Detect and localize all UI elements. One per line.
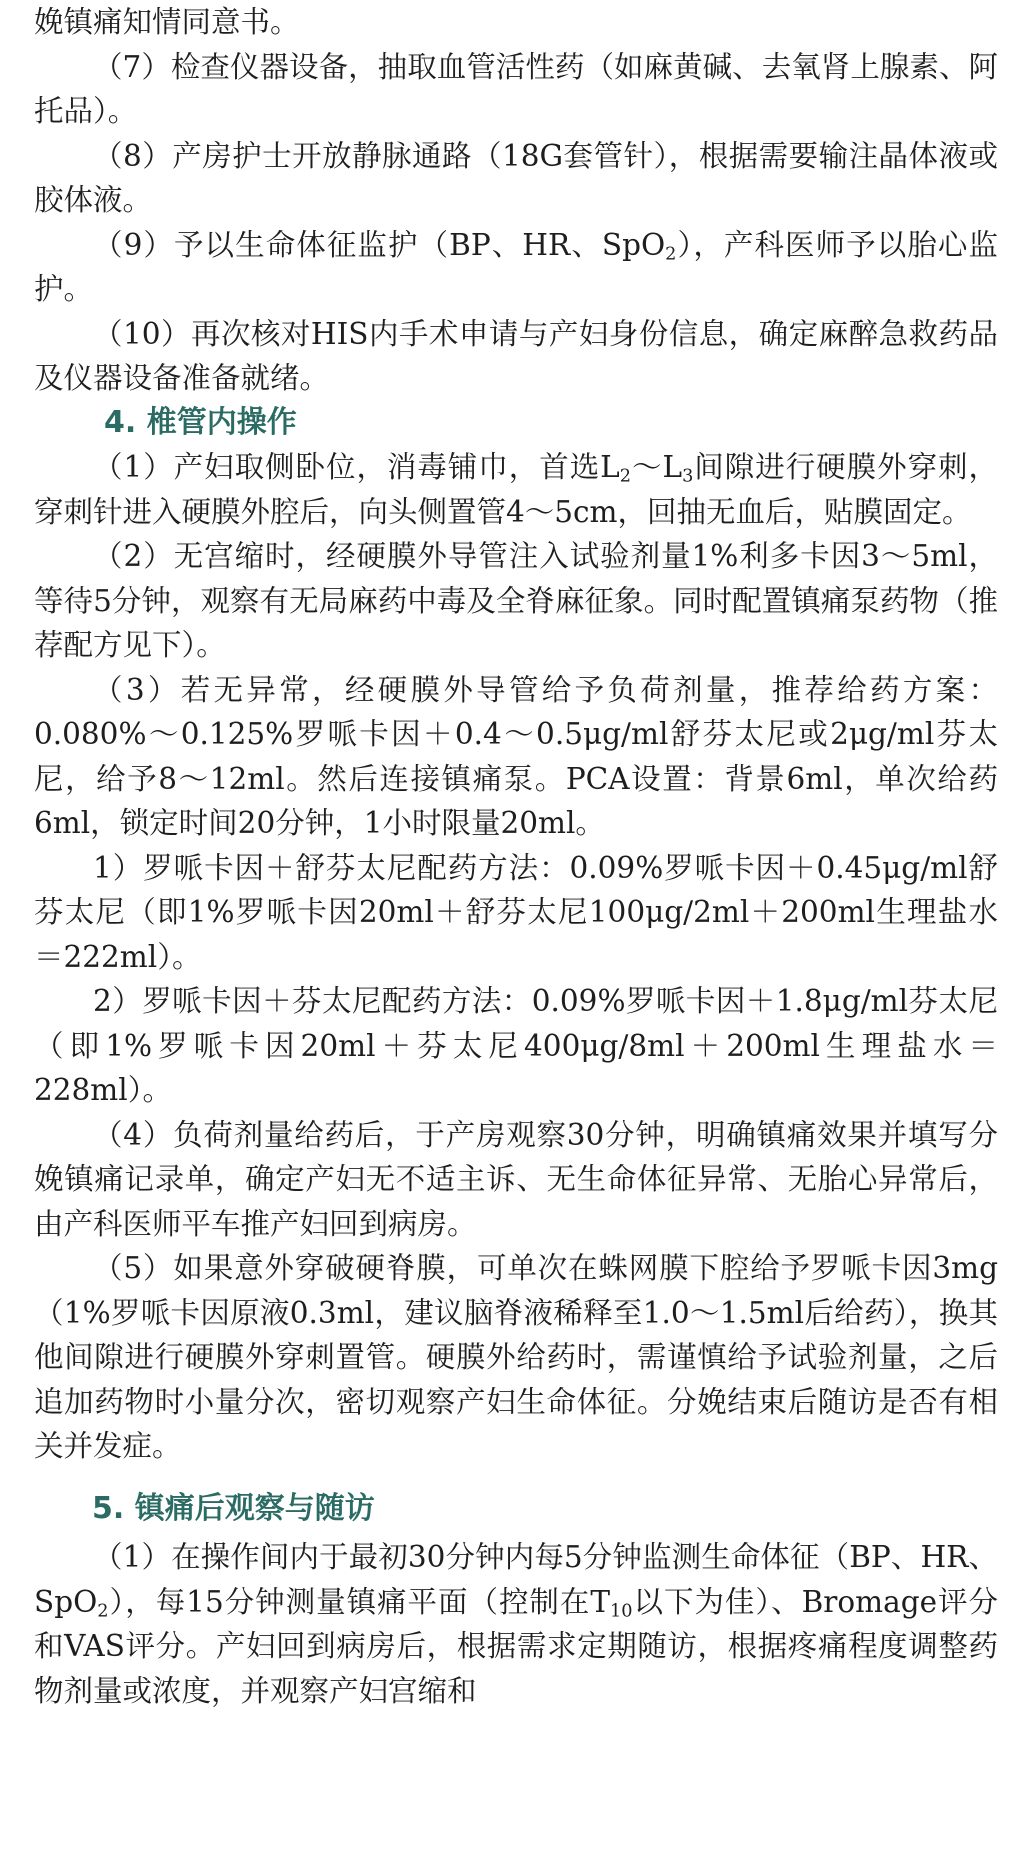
paragraph-followup-1 — [34, 1535, 998, 1713]
paragraph-consent-tail: 娩镇痛知情同意书。 — [34, 5, 300, 39]
subscript: 3 — [682, 466, 694, 487]
paragraph-op-5: （5）如果意外穿破硬脊膜，可单次在蛛网膜下腔给予罗哌卡因3mg（1%罗哌卡因原液0.3ml，建议脑脊液稀释至1.0～1.5ml后给药），换其他间隙进行硬膜外穿刺置管。硬膜外给药时，需谨慎给予试验剂量，之后追加药物时小量分次，密切观察产妇生命体征。分娩结束后随访是否有相关并发症。 — [34, 1251, 998, 1463]
paragraph-op-3-recipe-2: 2）罗哌卡因＋芬太尼配药方法：0.09%罗哌卡因＋1.8μg/ml芬太尼（即1%罗哌卡因20ml＋芬太尼400μg/8ml＋200ml生理盐水＝228ml）。 — [34, 984, 998, 1107]
text-segment: （1）产妇取侧卧位，消毒铺巾，首选L — [93, 450, 620, 484]
paragraph-op-2: （2）无宫缩时，经硬膜外导管注入试验剂量1%利多卡因3～5ml，等待5分钟，观察有无局麻药中毒及全脊麻征象。同时配置镇痛泵药物（推荐配方见下）。 — [34, 539, 998, 662]
paragraph-op-3: （3）若无异常，经硬膜外导管给予负荷剂量，推荐给药方案：0.080%～0.125%罗哌卡因＋0.4～0.5μg/ml舒芬太尼或2μg/ml芬太尼，给予8～12ml。然后连接镇痛泵。PCA设置：背景6ml，单次给药6ml，锁定时间20分钟，1小时限量20ml。 — [34, 672, 998, 840]
subscript: 2 — [665, 243, 677, 264]
text-segment: （9）予以生命体征监护（BP、HR、SpO — [93, 227, 666, 262]
text-segment: ～L — [631, 450, 683, 484]
text-segment: 以下为佳）、Bromage评分和VAS评分。产妇回到病房后，根据需求定期随访，根据疼痛程度调整药物剂量或浓度，并观察产妇宫缩和 — [34, 1584, 998, 1708]
paragraph-step-9 — [34, 223, 998, 312]
section-heading-4: 4. 椎管内操作 — [104, 404, 297, 440]
subscript: 2 — [97, 1600, 109, 1621]
paragraph-op-1 — [34, 445, 998, 534]
subscript: 2 — [619, 466, 632, 487]
text-segment: 间隙进行硬膜外穿刺，穿刺针进入硬膜外腔后，向头侧置管4～5cm，回抽无血后，贴膜固定。 — [34, 450, 998, 529]
text-segment: ），每15分钟测量镇痛平面（控制在T — [108, 1584, 611, 1619]
paragraph-op-3-recipe-1: 1）罗哌卡因＋舒芬太尼配药方法：0.09%罗哌卡因＋0.45μg/ml舒芬太尼（即1%罗哌卡因20ml＋舒芬太尼100μg/2ml＋200ml生理盐水＝222ml）。 — [34, 850, 998, 974]
subscript: 10 — [610, 1600, 633, 1621]
paragraph-step-10: （10）再次核对HIS内手术申请与产妇身份信息，确定麻醉急救药品及仪器设备准备就绪。 — [34, 316, 998, 395]
section-heading-5: 5. 镇痛后观察与随访 — [92, 1490, 375, 1526]
paragraph-step-7: （7）检查仪器设备，抽取血管活性药（如麻黄碱、去氧肾上腺素、阿托品）。 — [34, 49, 998, 128]
text-segment: （1）在操作间内于最初30分钟内每5分钟监测生命体征（BP、HR、SpO — [34, 1540, 998, 1619]
text-segment: ），产科医师予以胎心监护。 — [34, 227, 998, 306]
paragraph-step-8: （8）产房护士开放静脉通路（18G套管针），根据需要输注晶体液或胶体液。 — [34, 138, 998, 217]
paragraph-op-4: （4）负荷剂量给药后，于产房观察30分钟，明确镇痛效果并填写分娩镇痛记录单，确定产妇无不适主诉、无生命体征异常、无胎心异常后，由产科医师平车推产妇回到病房。 — [34, 1117, 998, 1241]
